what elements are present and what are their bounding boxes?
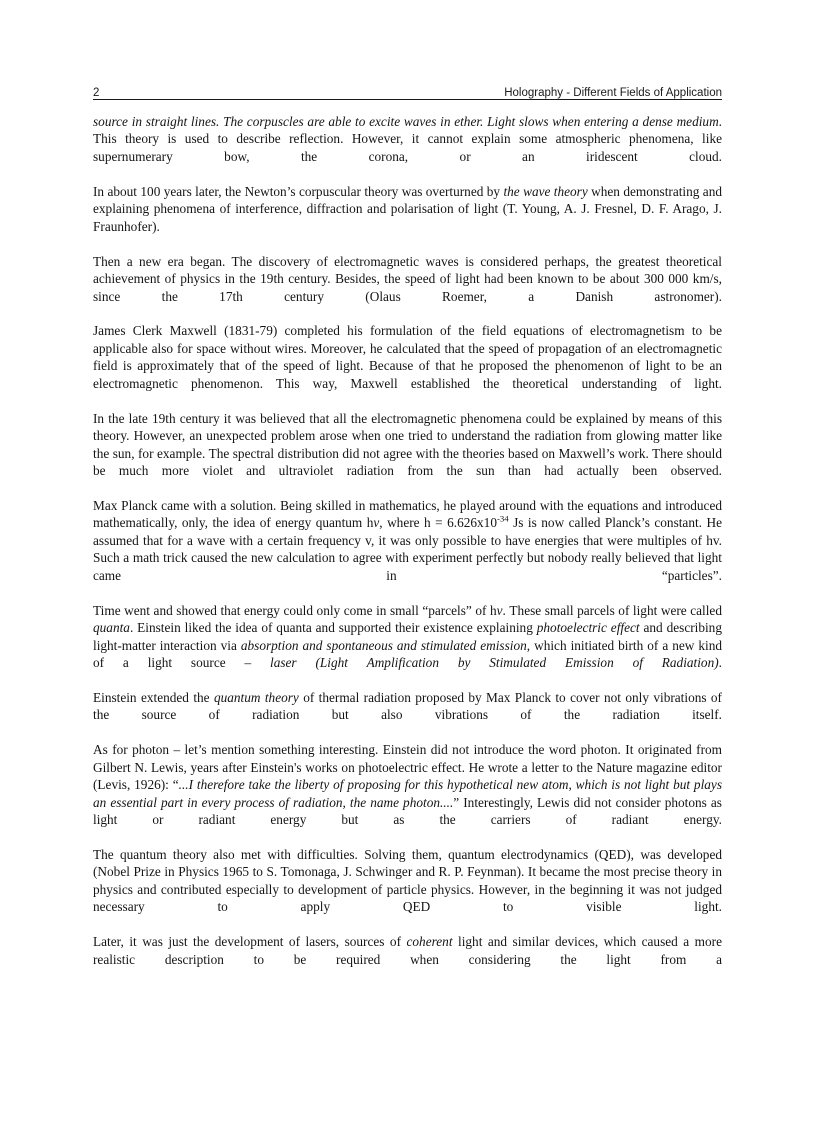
paragraph-7-text-b: . These small parcels of light were called (502, 602, 722, 618)
paragraph-9 (93, 741, 722, 846)
paragraph-9-text-a: As for photon – let’s mention something interesting. Einstein did not introduce the word photon. It originated from Gilbert N. Lewis, years after Einstein's works on photoelectric effect. He wrote a letter to the Nature magazine editor (Levis, 1926): “ (93, 742, 722, 793)
running-header (93, 80, 722, 100)
paragraph-2-text-b: when demonstrating and explaining phenomena of interference, diffraction and polarisation of light (T. Young, A. J. Fresnel, D. F. Arago, J. Fraunhofer). (93, 183, 722, 234)
paragraph-11-text-a: Later, it was just the development of lasers, sources of (93, 934, 407, 950)
paragraph-2 (93, 183, 722, 253)
paragraph-6-text-b: , where h = 6.626x10 (379, 515, 497, 531)
paragraph-3 (93, 253, 722, 323)
paragraph-1-text: . This theory is used to describe reflection. However, it cannot explain some atmospheric phenomena, like supernumerary bow, the corona, or an iridescent cloud. (93, 114, 722, 164)
paragraph-9-italic-lewis-quote: ...I therefore take the liberty of proposing for this hypothetical new atom, which is not light but plays an essential part in every process of radiation, the name photon.... (93, 777, 723, 810)
paragraph-6-text-c: Js is now called Planck’s constant. He assumed that for a wave with a certain frequency v, it was only possible to have energies that were multiples of hv. Such a math trick caused the new calculation to agree with experiment perfectly but nobody really believed that light came in “particles”. (93, 515, 722, 583)
paragraph-5-text: In the late 19th century it was believed that all the electromagnetic phenomena could be explained by means of this theory. However, an unexpected problem arose when one tried to understand the radiation from glowing matter like the sun, for example. The spectral distribution did not agree with the theories based on Maxwell’s work. There should be much more violet and ultraviolet radiation from the sun than had actually been observed. (93, 410, 722, 479)
paragraph-7-text-e: , which initiated birth of a new kind of a light source – (93, 637, 723, 671)
paragraph-7-italic-absorption-emission: absorption and spontaneous and stimulated emission (240, 637, 527, 653)
paragraph-1-italic-lead: source in straight lines. The corpuscles are able to excite waves in ether. Light slows when entering a dense medium (93, 114, 719, 129)
paragraph-10-text: The quantum theory also met with difficulties. Solving them, quantum electrodynamics (QED), was developed (Nobel Prize in Physics 1965 to S. Tomonaga, J. Schwinger and R. P. Feynman). It became the most precise theory in physics and contributed especially to development of particle physics. However, in the beginning it was not judged necessary to apply QED to visible light. (93, 847, 722, 915)
paragraph-7-nu-symbol: ν (496, 602, 503, 618)
paragraph-11 (93, 933, 722, 985)
paragraph-8-text-a: Einstein extended the (93, 689, 214, 705)
paragraph-8-text-b: of thermal radiation proposed by Max Planck to cover not only vibrations of the source of radiation but also vibrations of the radiation itself. (93, 689, 722, 723)
paragraph-7-italic-photoelectric-effect: photoelectric effect (536, 620, 640, 636)
paragraph-11-text-b: light and similar devices, which caused a more realistic description to be required when considering the light from a (93, 934, 722, 967)
paragraph-7-text-f: . (718, 655, 722, 671)
paragraph-2-italic-wave-theory: the wave theory (503, 183, 588, 199)
paragraph-4 (93, 322, 722, 409)
paragraph-7 (93, 602, 722, 689)
paragraph-5 (93, 410, 722, 497)
paragraph-8-italic-quantum-theory: quantum theory (213, 689, 299, 705)
paragraph-7-text-a: Time went and showed that energy could only come in small “parcels” of h (93, 602, 497, 618)
page-number: 2 (93, 87, 100, 99)
paragraph-6-text-a: Max Planck came with a solution. Being skilled in mathematics, he played around with the equations and introduced mathematically, only, the idea of energy quantum h (93, 497, 722, 531)
running-title: Holography - Different Fields of Application (504, 87, 722, 99)
paragraph-6 (93, 497, 722, 602)
paragraph-4-text: James Clerk Maxwell (1831-79) completed his formulation of the field equations of electromagnetism to be applicable also for space without wires. Moreover, he calculated that the speed of propagation of an electromagnetic field is approximately that of the speed of light. Because of that he proposed the phenomenon of light to be an electromagnetic phenomenon. This way, Maxwell established the theoretical understanding of light. (93, 323, 722, 391)
header-divider-rule (93, 99, 722, 100)
paragraph-9-text-b: ” Interestingly, Lewis did not consider photons as light or radiant energy but as the carriers of radiant energy. (93, 794, 722, 828)
paragraph-10 (93, 846, 722, 933)
paragraph-7-italic-laser-acronym: laser (Light Amplification by Stimulated Emission of Radiation) (270, 655, 719, 671)
paragraph-8 (93, 689, 722, 741)
paragraph-7-text-d: and describing light-matter interaction via (93, 620, 722, 653)
paragraph-2-text-a: In about 100 years later, the Newton’s corpuscular theory was overturned by (93, 183, 504, 199)
paragraph-6-planck-exponent: -34 (496, 514, 509, 524)
paragraph-6-nu-symbol: ν (373, 515, 380, 531)
body-text-column (93, 113, 722, 986)
paragraph-7-italic-quanta: quanta (93, 620, 130, 636)
paragraph-7-text-c: . Einstein liked the idea of quanta and supported their existence explaining (129, 620, 537, 636)
paragraph-11-italic-coherent: coherent (406, 934, 453, 950)
paragraph-1 (93, 113, 722, 183)
paragraph-3-text: Then a new era began. The discovery of electromagnetic waves is considered perhaps, the greatest theoretical achievement of physics in the 19th century. Besides, the speed of light had been known to be about 300 000 km/s, since the 17th century (Olaus Roemer, a Danish astronomer). (93, 253, 722, 304)
